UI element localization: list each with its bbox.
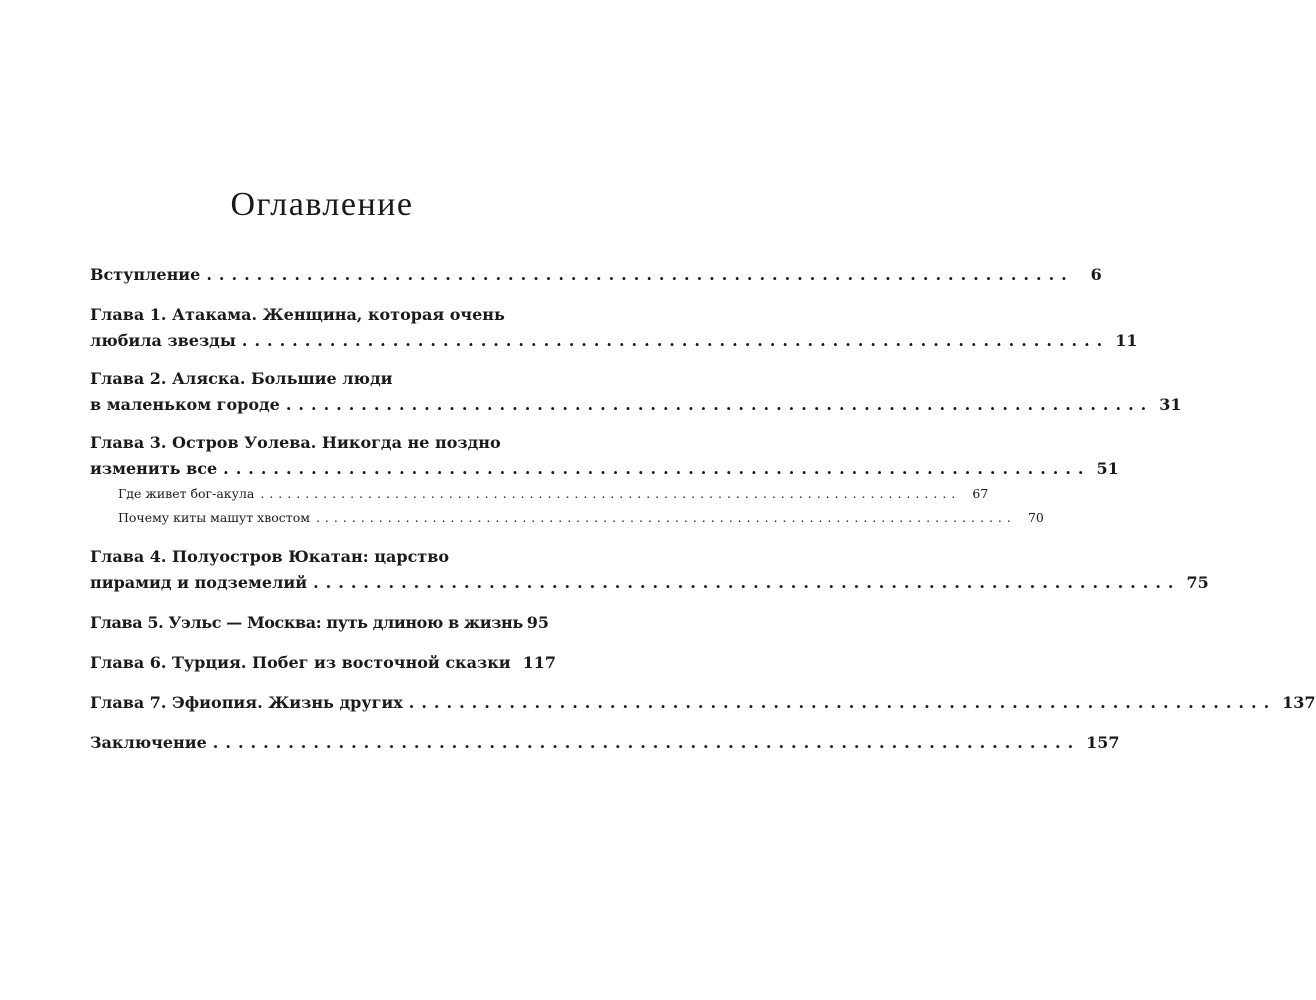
toc-page-number: 51	[1096, 459, 1119, 478]
toc-entry-label-line: любила звезды	[90, 331, 236, 350]
toc-entry-introduction	[90, 262, 1102, 288]
dot-leader: .....................................................................	[285, 395, 1154, 414]
toc-subentry-label: Где живет бог-акула	[118, 486, 255, 501]
toc-entry-label-line: Глава 3. Остров Уолева. Никогда не поздно	[90, 433, 501, 452]
toc-entry-chapter-4	[90, 544, 1209, 596]
toc-page-number: 157	[1086, 733, 1120, 752]
toc-entry-label-line: Глава 2. Аляска. Большие люди	[90, 369, 393, 388]
dot-leader: .....................................................................	[206, 265, 1074, 284]
toc-entry-label: Глава 7. Эфиопия. Жизнь других	[90, 693, 403, 712]
toc-page-number: 137	[1282, 693, 1316, 712]
toc-row	[90, 610, 550, 636]
toc-entry-chapter-5	[90, 610, 550, 636]
toc-entry-chapter-2	[90, 366, 1182, 418]
dot-leader: ..............................................................................	[260, 486, 961, 501]
toc-row	[90, 570, 1209, 596]
toc-row	[90, 650, 557, 676]
toc-page-number: 95	[526, 613, 550, 632]
page-title: Оглавление	[230, 186, 414, 223]
toc-entry-label: Заключение	[90, 733, 207, 752]
toc-subentry-label: Почему киты машут хвостом	[118, 510, 310, 525]
dot-leader: .....................................................................	[241, 331, 1110, 350]
toc-page-number: 70	[1027, 510, 1044, 525]
toc-row	[90, 392, 1182, 418]
dot-leader: .....................................................................	[212, 733, 1081, 752]
toc-row	[90, 456, 1119, 482]
toc-row	[90, 730, 1120, 756]
toc-page-number: 67	[972, 486, 989, 501]
toc-subentry	[90, 506, 1044, 530]
toc-row	[90, 690, 1316, 716]
toc-entry-chapter-6	[90, 650, 557, 676]
toc-page-number: 6	[1090, 265, 1102, 284]
toc-entry-label-line: в маленьком городе	[90, 395, 280, 414]
toc-entry-label-line: пирамид и подземелий	[90, 573, 308, 592]
toc-entry-chapter-1	[90, 302, 1138, 354]
toc-entry-label: Глава 5. Уэльс — Москва: путь длиною в жизнь	[90, 613, 523, 632]
dot-leader: .....................................................................	[223, 459, 1091, 478]
toc-row	[90, 262, 1102, 288]
toc-entry-conclusion	[90, 730, 1120, 756]
toc-page-number: 75	[1186, 573, 1209, 592]
toc-entry-label-line: изменить все	[90, 459, 218, 478]
dot-leader: ..............................................................................	[315, 510, 1016, 525]
toc-entry-label-line: Глава 4. Полуостров Юкатан: царство	[90, 547, 450, 566]
toc-entry-label: Вступление	[90, 265, 201, 284]
toc-page-number: 11	[1115, 331, 1138, 350]
toc-entry-chapter-7	[90, 690, 1316, 716]
toc-subentry	[90, 482, 989, 506]
dot-leader: .....................................................................	[408, 693, 1277, 712]
toc-page-number: 31	[1159, 395, 1182, 414]
dot-leader: .....................................................................	[313, 573, 1181, 592]
toc-entry-label: Глава 6. Турция. Побег из восточной сказки	[90, 653, 511, 672]
toc-entry-chapter-3	[90, 430, 1119, 530]
toc-page-number: 117	[522, 653, 557, 672]
table-of-contents	[90, 262, 1316, 756]
toc-entry-label-line: Глава 1. Атакама. Женщина, которая очень	[90, 305, 505, 324]
toc-row	[90, 328, 1138, 354]
